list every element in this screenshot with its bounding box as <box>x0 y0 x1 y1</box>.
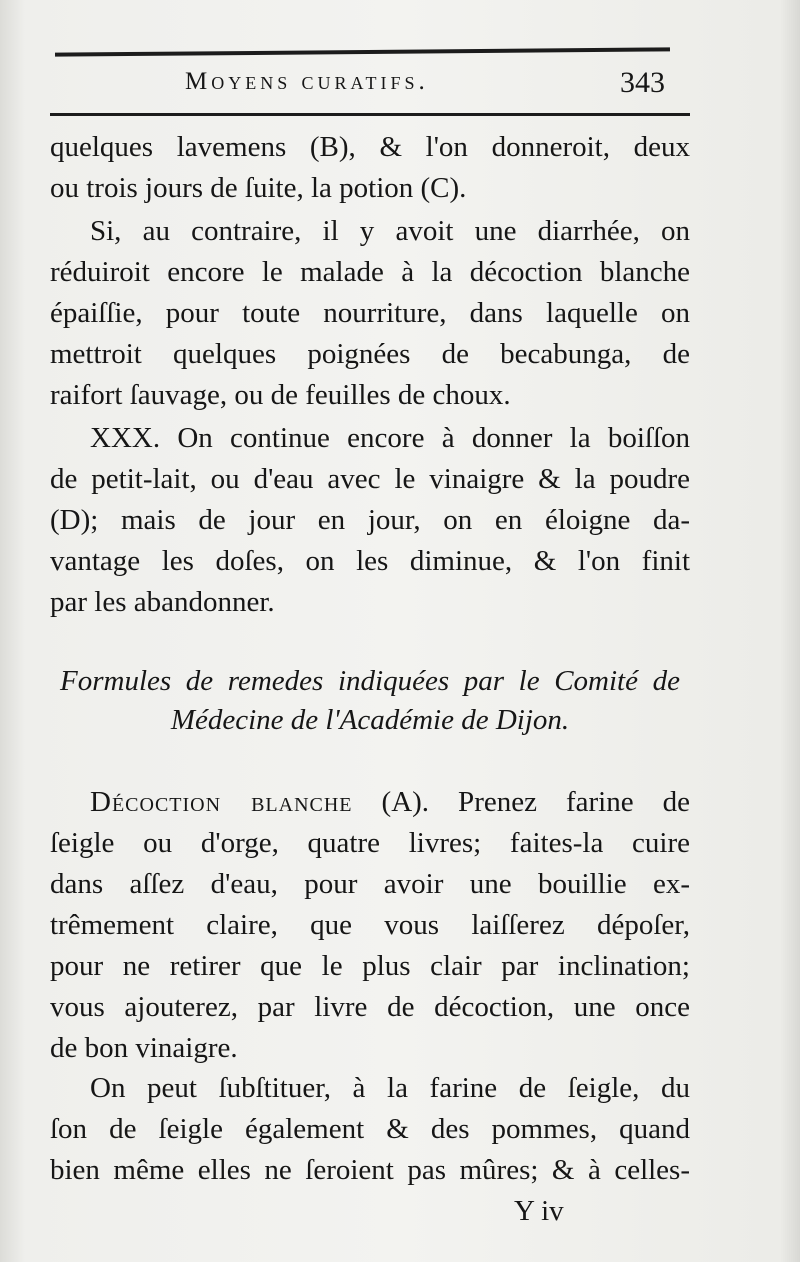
text-line: épaiſſie, pour toute nourriture, dans laquelle on <box>50 297 690 329</box>
text-fragment: (A). Prenez farine de <box>352 786 690 818</box>
text-line: vous ajouterez, par livre de décoction, une once <box>50 991 690 1023</box>
text-line: réduiroit encore le malade à la décoction blanche <box>50 256 690 288</box>
text-line: raifort ſauvage, ou de feuilles de choux. <box>50 379 511 411</box>
text-line: ſon de ſeigle également & des pommes, quand <box>50 1113 690 1145</box>
heading-line: Formules de remedes indiquées par le Comité de <box>60 665 680 697</box>
running-head: Moyens curatifs. <box>185 68 429 95</box>
text-line: XXX. On continue encore à donner la boiſſon <box>90 422 690 454</box>
paragraph-2 <box>50 211 690 416</box>
header-rule <box>50 113 690 116</box>
signature-mark: Y iv <box>514 1195 564 1227</box>
text-line: bien même elles ne ſeroient pas mûres; & à celles- <box>50 1154 690 1186</box>
text-line: ou trois jours de ſuite, la potion (C). <box>50 172 467 204</box>
text-line: dans aſſez d'eau, pour avoir une bouillie ex- <box>50 868 690 900</box>
paragraph-4 <box>50 782 690 1069</box>
text-line: pour ne retirer que le plus clair par inclination; <box>50 950 690 982</box>
text-line: Si, au contraire, il y avoit une diarrhée, on <box>90 215 690 247</box>
page-number: 343 <box>620 66 665 99</box>
text-line: On peut ſubſtituer, à la farine de ſeigle, du <box>90 1072 690 1104</box>
text-line: vantage les doſes, on les diminue, & l'on finit <box>50 545 690 577</box>
text-line: de petit-lait, ou d'eau avec le vinaigre & la poudre <box>50 463 690 495</box>
section-heading <box>60 662 680 740</box>
text-line: trêmement claire, que vous laiſſerez dépoſer, <box>50 909 690 941</box>
heading-line: Médecine de l'Académie de Dijon. <box>170 704 570 736</box>
recipe-title: Décoction blanche <box>90 786 353 818</box>
text-line: de bon vinaigre. <box>50 1032 238 1064</box>
text-line: quelques lavemens (B), & l'on donneroit, deux <box>50 131 690 163</box>
text-line: ſeigle ou d'orge, quatre livres; faites-la cuire <box>50 827 690 859</box>
paragraph-3 <box>50 418 690 623</box>
text-line <box>50 782 690 823</box>
top-rule <box>55 47 670 56</box>
paragraph-1 <box>50 127 690 209</box>
text-line: par les abandonner. <box>50 586 275 618</box>
text-line: mettroit quelques poignées de becabunga, de <box>50 338 690 370</box>
text-line: (D); mais de jour en jour, on en éloigne da- <box>50 504 690 536</box>
paragraph-5 <box>50 1068 690 1191</box>
